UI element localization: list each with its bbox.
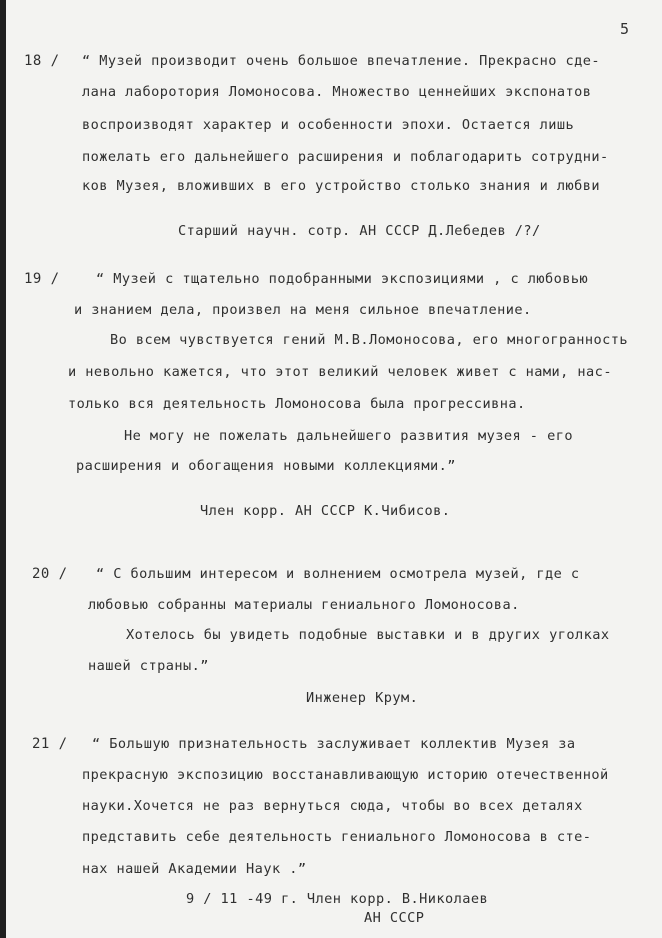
entry-signature: Инженер Крум. (306, 690, 419, 706)
entry-text-line: воспроизводят характер и особенности эпохи. Остается лишь (82, 117, 575, 133)
entry-signature: Старший научн. сотр. АН СССР Д.Лебедев /?/ (178, 223, 541, 239)
entry-text-line: только вся деятельность Ломоносова была прогрессивна. (68, 396, 526, 412)
entry-signature: Член корр. АН СССР К.Чибисов. (200, 503, 451, 519)
entry-signature: 9 / 11 -49 г. Член корр. В.Николаев (186, 891, 489, 907)
entry-text-line: Не могу не пожелать дальнейшего развития музея - его (124, 428, 573, 444)
entry-signature-affiliation: АН СССР (364, 910, 425, 926)
entry-text-line: “ Музей с тщательно подобранными экспозициями , с любовью (96, 271, 589, 287)
entry-text-line: нах нашей Академии Наук .” (82, 861, 307, 877)
entry-text-line: представить себе деятельность гениального Ломоносова в сте- (82, 829, 592, 845)
entry-text-line: нашей страны.” (88, 658, 209, 674)
entry-text-line: науки.Хочется не раз вернуться сюда, чтобы во всех деталях (82, 798, 583, 814)
entry-number: 21 / (32, 736, 68, 752)
entry-text-line: “ Большую признательность заслуживает коллектив Музея за (92, 736, 576, 752)
entry-text-line: Во всем чувствуется гений М.В.Ломоносова, его многогранность (110, 332, 629, 348)
entry-text-line: пожелать его дальнейшего расширения и поблагодарить сотрудни- (82, 149, 609, 165)
entry-text-line: любовью собранны материалы гениального Ломоносова. (88, 597, 520, 613)
entry-number: 18 / (24, 53, 60, 69)
entry-text-line: Хотелось бы увидеть подобные выставки и в других уголках (126, 627, 610, 643)
entry-text-line: и невольно кажется, что этот великий человек живет с нами, нас- (68, 364, 612, 380)
entry-text-line: ков Музея, вложивших в его устройство столько знания и любви (82, 178, 601, 194)
page-number: 5 (620, 20, 630, 38)
entry-text-line: и знанием дела, произвел на меня сильное впечатление. (74, 302, 532, 318)
entry-text-line: “ С большим интересом и волнением осмотрела музей, где с (96, 566, 580, 582)
entry-number: 20 / (32, 566, 68, 582)
entry-text-line: расширения и обогащения новыми коллекциями.” (76, 458, 456, 474)
entry-number: 19 / (24, 271, 60, 287)
entry-text-line: “ Музей производит очень большое впечатление. Прекрасно сде- (82, 53, 601, 69)
entry-text-line: прекрасную экспозицию восстанавливающую историю отечественной (82, 767, 609, 783)
entry-text-line: лана лаборотория Ломоносова. Множество ценнейших экспонатов (82, 84, 592, 100)
